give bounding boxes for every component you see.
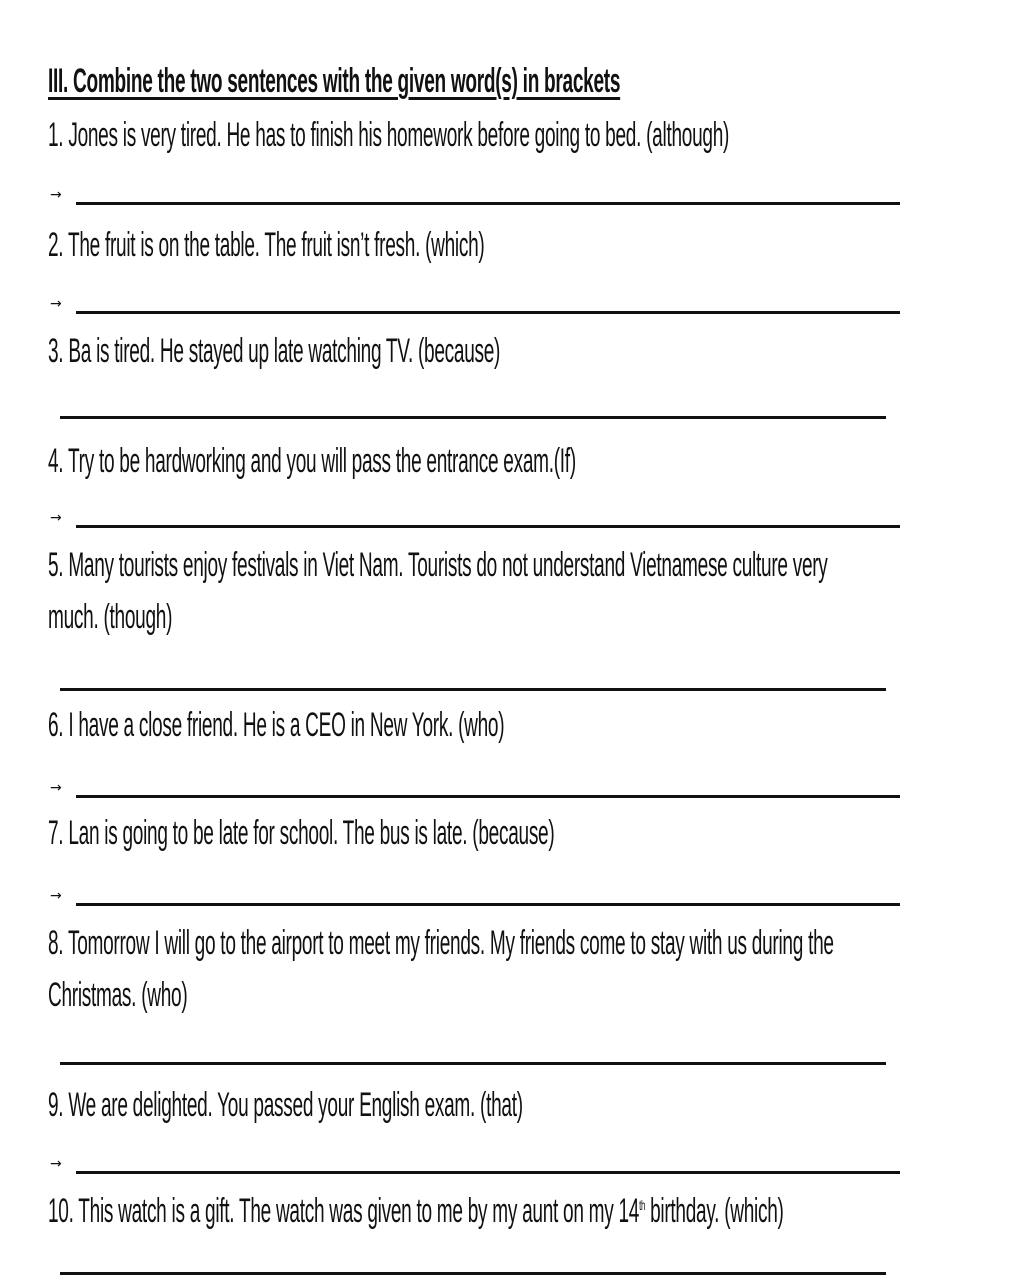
question-8-line-2: Christmas. (who): [48, 976, 188, 1014]
answer-line-8[interactable]: [60, 1062, 886, 1065]
question-10: [48, 1186, 784, 1236]
answer-line-7[interactable]: [76, 903, 900, 906]
question-2: 2. The fruit is on the table. The fruit isn’t fresh. (which): [48, 226, 485, 264]
answer-arrow-icon: →: [50, 510, 62, 526]
question-1: 1. Jones is very tired. He has to finish his homework before going to bed. (although): [48, 116, 730, 154]
answer-line-3[interactable]: [60, 416, 886, 419]
answer-line-5[interactable]: [60, 688, 886, 691]
question-6: 6. I have a close friend. He is a CEO in New York. (who): [48, 706, 505, 744]
question-10-text: 10. This watch is a gift. The watch was given to me by my aunt on my 14: [48, 1192, 640, 1230]
answer-line-6[interactable]: [76, 795, 900, 798]
section-heading: III. Combine the two sentences with the given word(s) in brackets: [48, 62, 621, 100]
answer-arrow-icon: →: [50, 780, 62, 796]
answer-line-2[interactable]: [76, 311, 900, 314]
question-4: 4. Try to be hardworking and you will pass the entrance exam.(If): [48, 442, 576, 480]
question-9: 9. We are delighted. You passed your English exam. (that): [48, 1086, 523, 1124]
question-5-line-2: much. (though): [48, 598, 173, 636]
answer-line-1[interactable]: [76, 202, 900, 205]
question-5-line-1: 5. Many tourists enjoy festivals in Viet Nam. Tourists do not understand Vietnamese culture very: [48, 546, 828, 584]
question-8-line-1: 8. Tomorrow I will go to the airport to meet my friends. My friends come to stay with us during the: [48, 924, 834, 962]
ordinal-superscript: th: [639, 1197, 646, 1213]
answer-arrow-icon: →: [50, 1156, 62, 1172]
question-3: 3. Ba is tired. He stayed up late watching TV. (because): [48, 332, 501, 370]
answer-arrow-icon: →: [50, 296, 62, 312]
answer-line-9[interactable]: [76, 1171, 900, 1174]
answer-line-4[interactable]: [76, 525, 900, 528]
answer-arrow-icon: →: [50, 187, 62, 203]
answer-arrow-icon: →: [50, 888, 62, 904]
question-10-text-end: birthday. (which): [645, 1192, 784, 1230]
question-7: 7. Lan is going to be late for school. The bus is late. (because): [48, 814, 555, 852]
answer-line-10[interactable]: [60, 1272, 886, 1275]
